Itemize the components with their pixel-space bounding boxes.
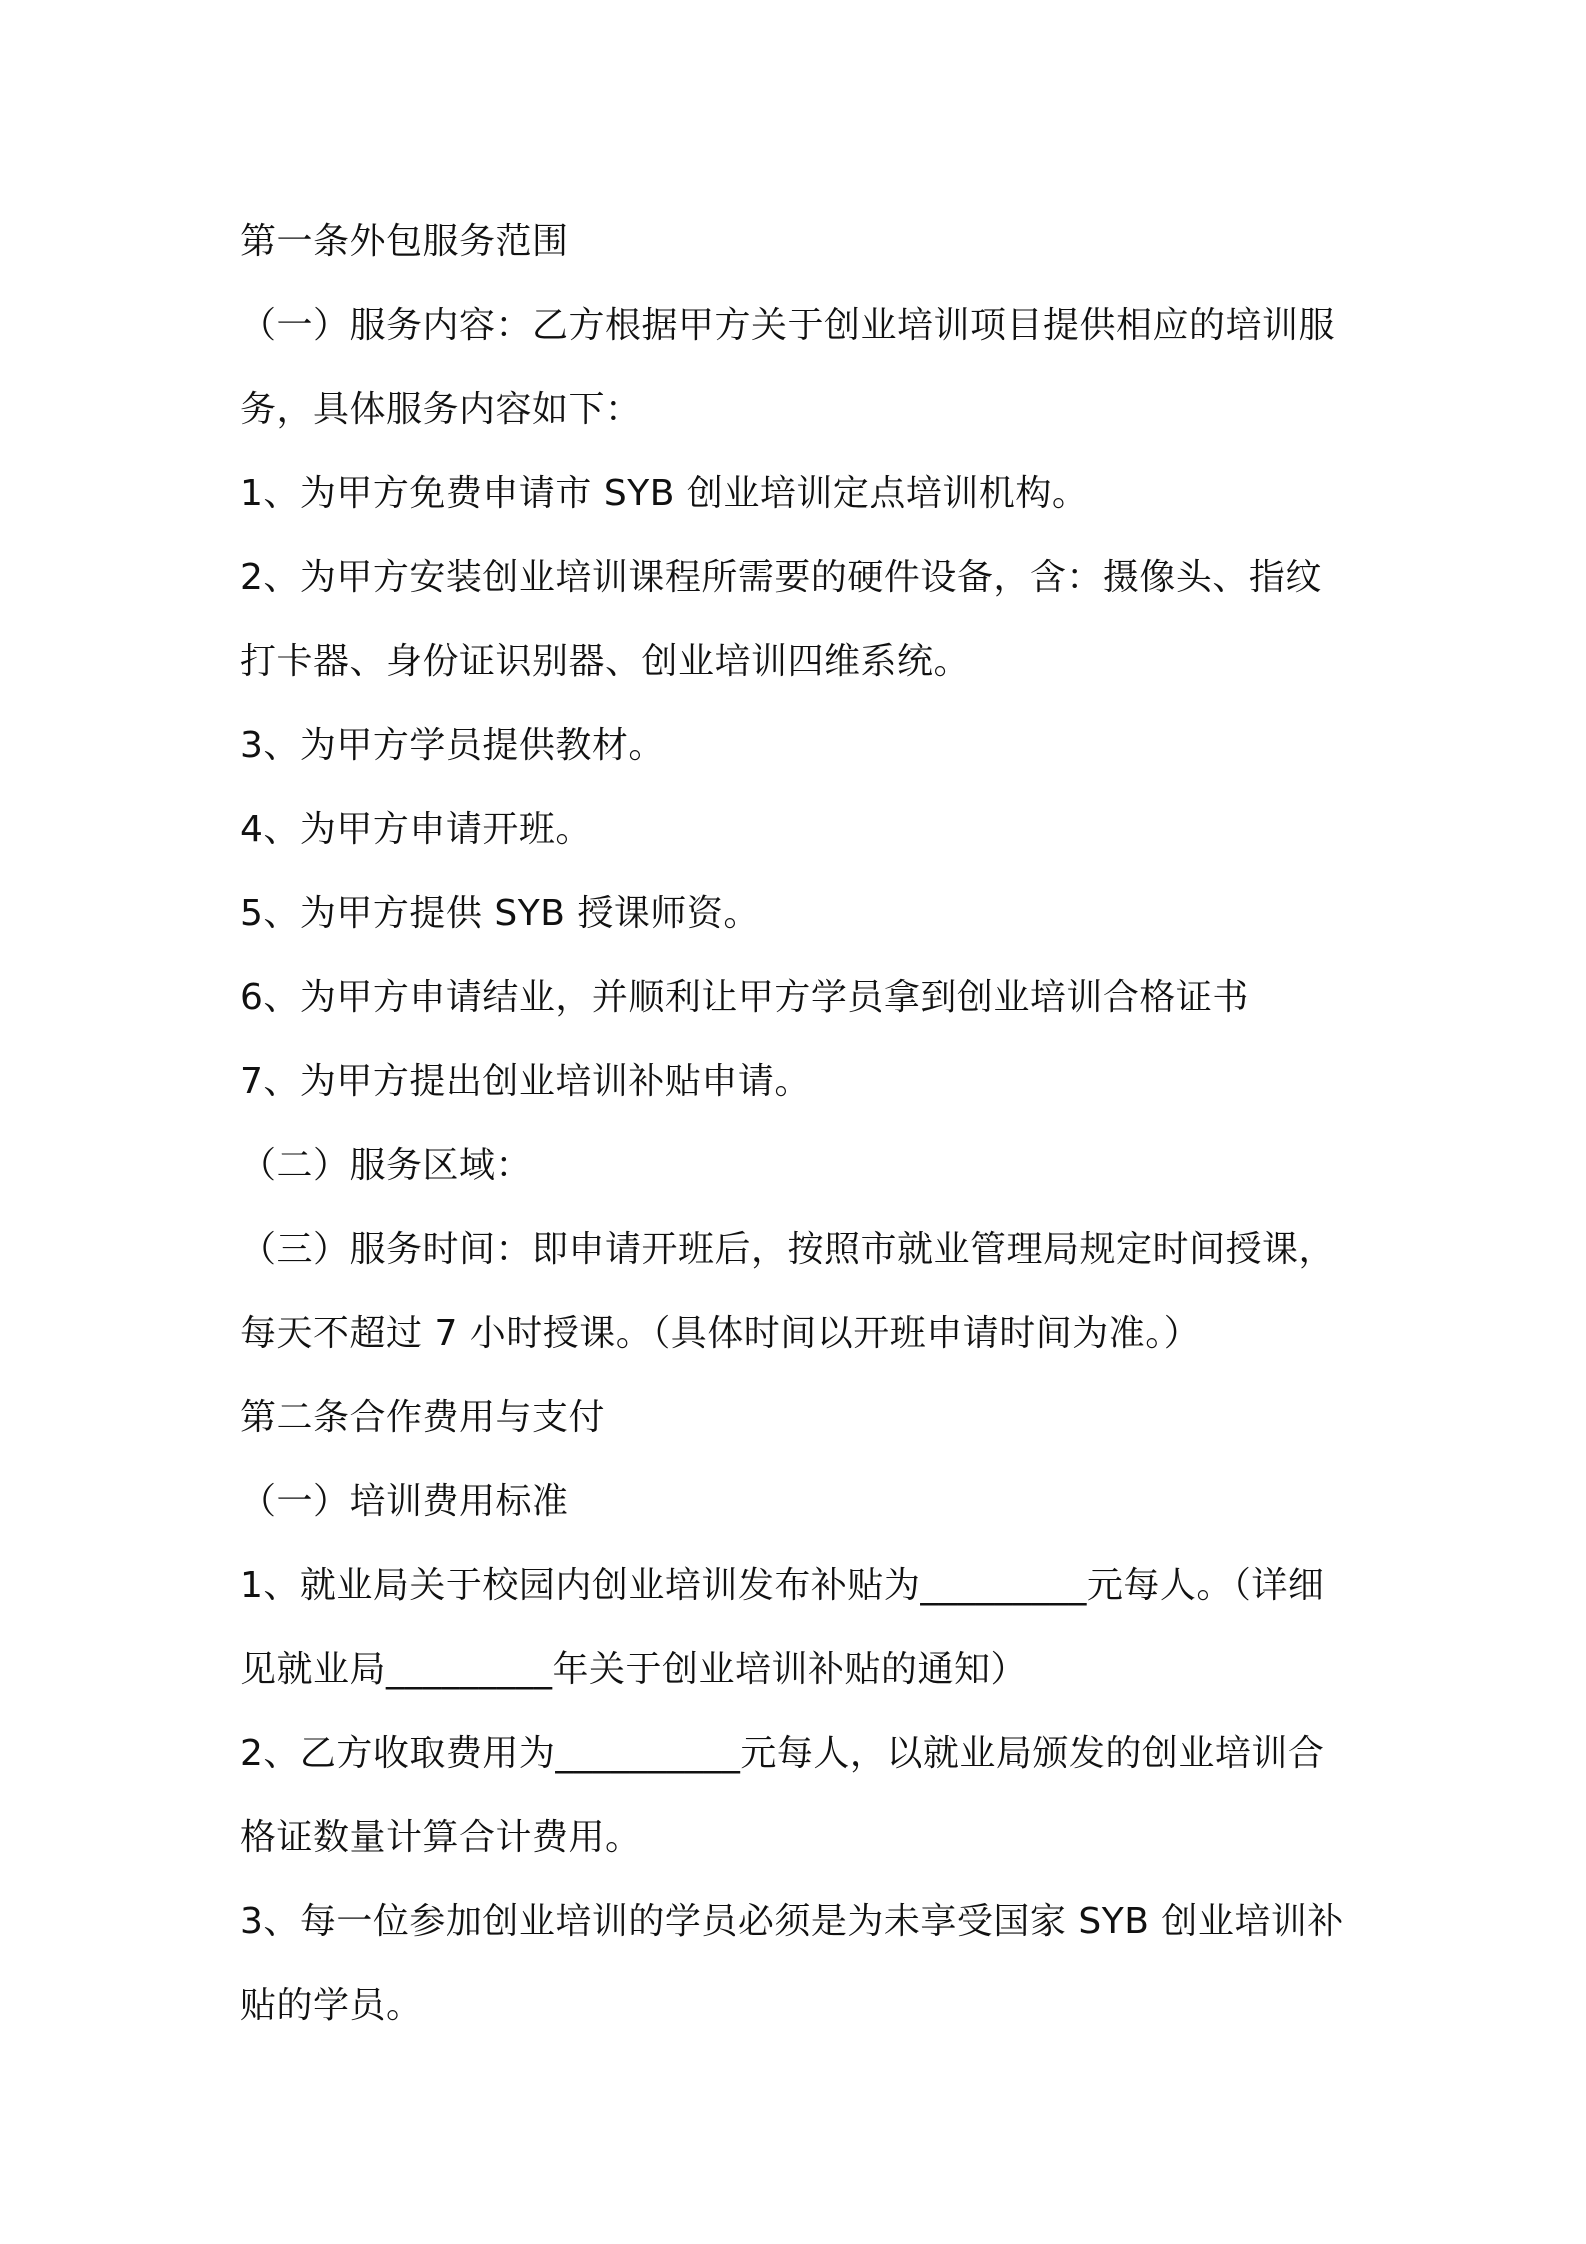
service-item-7: 7、为甲方提出创业培训补贴申请。 [240,1061,811,1102]
service-item-6: 6、为甲方申请结业，并顺利让甲方学员拿到创业培训合格证书 [240,977,1249,1018]
document-body [240,200,1355,2048]
service-item-4: 4、为甲方申请开班。 [240,809,592,850]
fee-standard-heading: （一）培训费用标准 [240,1481,569,1522]
service-area: （二）服务区域： [240,1145,533,1186]
fee-item-2-line-1: 2、乙方收取费用为__________元每人，以就业局颁发的创业培训合 [240,1733,1325,1774]
service-item-2-line-1: 2、为甲方安装创业培训课程所需要的硬件设备，含：摄像头、指纹 [240,557,1322,598]
service-item-3: 3、为甲方学员提供教材。 [240,725,665,766]
service-item-2-line-2: 打卡器、身份证识别器、创业培训四维系统。 [240,641,971,682]
fee-item-3-line-2: 贴的学员。 [240,1985,423,2026]
service-time-line-2: 每天不超过 7 小时授课。（具体时间以开班申请时间为准。） [240,1313,1201,1354]
service-item-5: 5、为甲方提供 SYB 授课师资。 [240,893,760,934]
fee-item-3-line-1: 3、每一位参加创业培训的学员必须是为未享受国家 SYB 创业培训补 [240,1901,1344,1942]
article-1-heading: 第一条外包服务范围 [240,221,569,262]
fee-item-1-line-1: 1、就业局关于校园内创业培训发布补贴为_________元每人。（详细 [240,1565,1325,1606]
service-time-line-1: （三）服务时间：即申请开班后，按照市就业管理局规定时间授课， [240,1229,1336,1270]
service-content-line-1: （一）服务内容：乙方根据甲方关于创业培训项目提供相应的培训服 [240,305,1336,346]
fee-item-2-line-2: 格证数量计算合计费用。 [240,1817,642,1858]
article-2-heading: 第二条合作费用与支付 [240,1397,606,1438]
service-content-line-2: 务，具体服务内容如下： [240,389,642,430]
fee-item-1-line-2: 见就业局_________年关于创业培训补贴的通知） [240,1649,1028,1690]
service-item-1: 1、为甲方免费申请市 SYB 创业培训定点培训机构。 [240,473,1089,514]
